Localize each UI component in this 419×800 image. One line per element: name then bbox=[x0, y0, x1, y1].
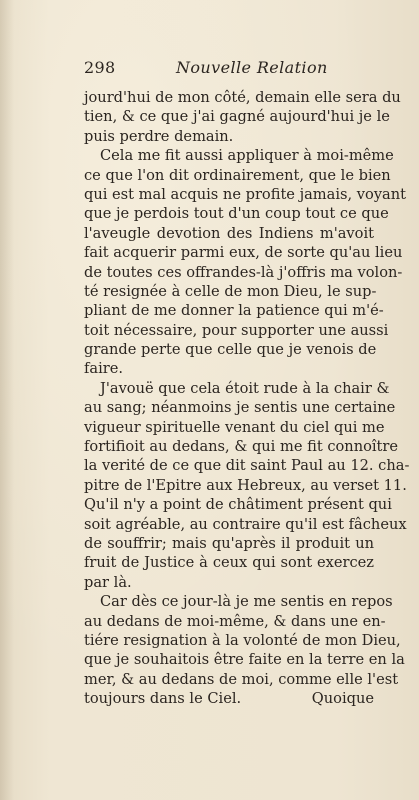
text-line: ce que l'on dit ordinairement, que le bien bbox=[84, 166, 391, 184]
text-line: tien, & ce que j'ai gagné aujourd'hui je le bbox=[84, 108, 390, 126]
text-line: grande perte que celle que je venois de bbox=[84, 341, 377, 359]
running-title: Nouvelle Relation bbox=[176, 58, 328, 77]
text-line: fortifioit au dedans, & qui me fit connoître bbox=[84, 438, 399, 456]
text-line: fait acquerir parmi eux, de sorte qu'au lieu bbox=[84, 244, 403, 262]
text-line: l'aveugle devotion des Indiens m'avoit bbox=[84, 224, 374, 242]
text-line: soit agréable, au contraire qu'il est fâcheux bbox=[84, 515, 407, 533]
paragraph-start-line: J'avouë que cela étoit rude à la chair & bbox=[100, 379, 390, 397]
text-line: faire. bbox=[84, 360, 124, 378]
text-line: au sang; néanmoins je sentis une certaine bbox=[84, 399, 396, 417]
page-header bbox=[84, 58, 374, 80]
final-line-text: toujours dans le Ciel. bbox=[84, 690, 242, 708]
final-line bbox=[84, 689, 374, 708]
text-line: puis perdre demain. bbox=[84, 127, 234, 145]
text-line: toit nécessaire, pour supporter une aussi bbox=[84, 321, 389, 339]
text-line: tiére resignation à la volonté de mon Dieu, bbox=[84, 631, 401, 649]
text-line: par là. bbox=[84, 573, 132, 591]
catchword: Quoique bbox=[311, 690, 374, 708]
text-line: pliant de me donner la patience qui m'é- bbox=[84, 302, 384, 320]
text-line: qui est mal acquis ne profite jamais, voyant bbox=[84, 185, 407, 203]
text-line: que je perdois tout d'un coup tout ce que bbox=[84, 205, 389, 223]
paragraph-start-line: Car dès ce jour-là je me sentis en repos bbox=[100, 593, 393, 611]
text-line: que je souhaitois être faite en la terre en la bbox=[84, 651, 405, 669]
text-line: au dedans de moi-même, & dans une en- bbox=[84, 612, 386, 630]
text-line: pitre de l'Epitre aux Hebreux, au verset 11. bbox=[84, 476, 407, 494]
text-line: de toutes ces offrandes-là j'offris ma volon- bbox=[84, 263, 403, 281]
page-number: 298 bbox=[84, 58, 116, 77]
text-line: de souffrir; mais qu'après il produit un bbox=[84, 534, 374, 552]
spine-shadow bbox=[0, 0, 14, 800]
body-text bbox=[84, 88, 410, 709]
text-line: jourd'hui de mon côté, demain elle sera du bbox=[84, 89, 401, 106]
text-line: té resignée à celle de mon Dieu, le sup- bbox=[84, 282, 377, 300]
text-line: mer, & au dedans de moi, comme elle l'est bbox=[84, 670, 399, 688]
text-line: la verité de ce que dit saint Paul au 12. cha- bbox=[84, 457, 410, 475]
text-line: Qu'il n'y a point de châtiment présent qui bbox=[84, 496, 392, 514]
text-line: fruit de Justice à ceux qui sont exercez bbox=[84, 554, 374, 572]
paragraph-start-line: Cela me fit aussi appliquer à moi-même bbox=[100, 147, 394, 165]
text-line: vigueur spirituelle venant du ciel qui me bbox=[84, 418, 385, 436]
